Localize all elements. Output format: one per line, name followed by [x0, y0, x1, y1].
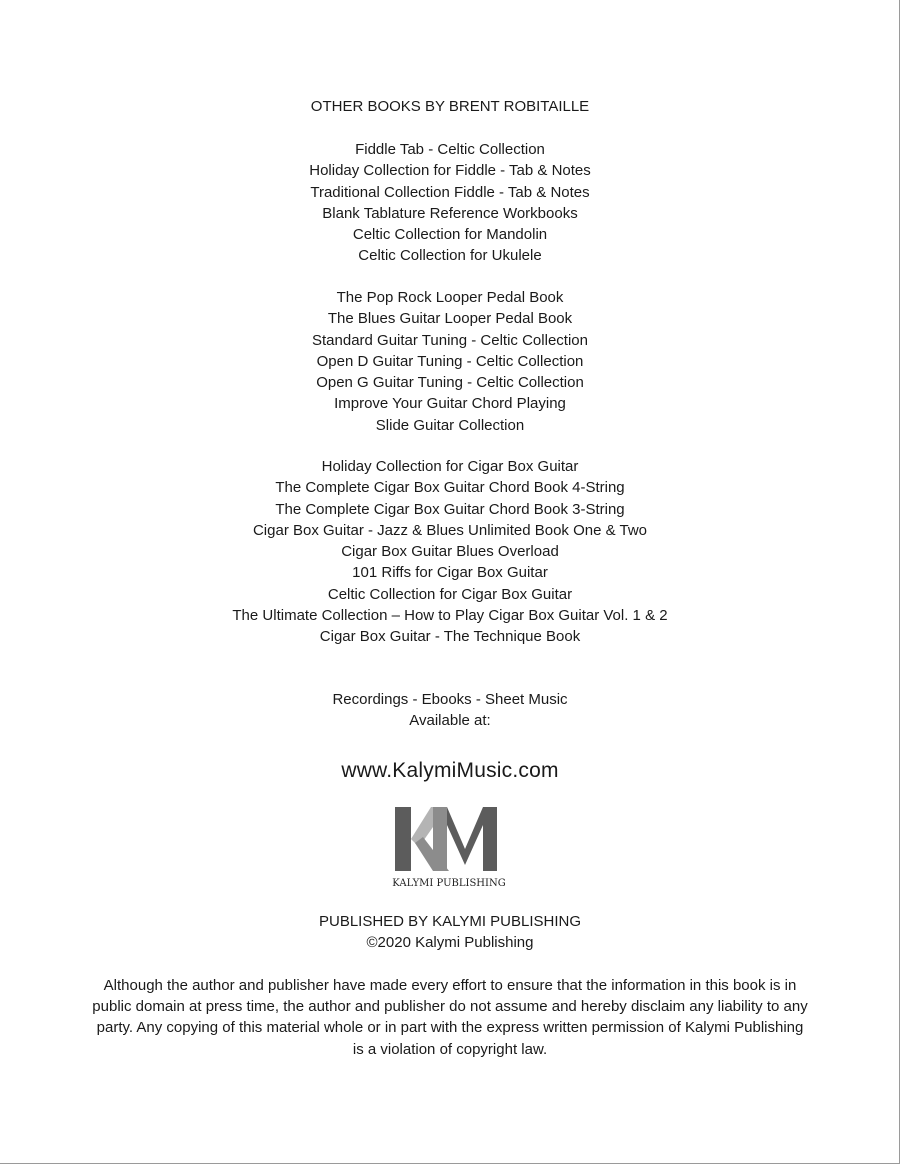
logo-m-center-v	[447, 807, 483, 865]
book-title: Fiddle Tab - Celtic Collection	[355, 141, 545, 158]
book-title: The Pop Rock Looper Pedal Book	[336, 289, 564, 306]
book-title: The Blues Guitar Looper Pedal Book	[327, 310, 573, 328]
book-list-guitar	[0, 287, 900, 436]
website-url[interactable]: www.KalymiMusic.com	[341, 759, 559, 782]
kalymi-publishing-logo	[389, 803, 509, 891]
book-list-fiddle-mandolin-ukulele	[0, 139, 900, 267]
book-title: Traditional Collection Fiddle - Tab & Notes	[310, 183, 590, 201]
book-title: Slide Guitar Collection	[375, 416, 525, 434]
book-title: Cigar Box Guitar Blues Overload	[341, 543, 559, 561]
km-logo-mark	[389, 803, 509, 891]
book-title: Blank Tablature Reference Workbooks	[322, 204, 578, 222]
availability-note	[0, 689, 900, 731]
book-title: The Ultimate Collection – How to Play Cigar Box Guitar Vol. 1 & 2	[232, 607, 668, 625]
book-title: Standard Guitar Tuning - Celtic Collection	[312, 331, 588, 349]
book-title: Celtic Collection for Cigar Box Guitar	[327, 585, 573, 603]
logo-k-stem	[395, 807, 411, 871]
copyright-notice: ©2020 Kalymi Publishing	[366, 934, 534, 951]
availability-label: Available at:	[409, 712, 491, 729]
logo-m-right-stem	[483, 807, 497, 871]
book-title: Open D Guitar Tuning - Celtic Collection	[316, 352, 584, 370]
legal-disclaimer: Although the author and publisher have made every effort to ensure that the information in this book is in public domain at press time, the author and publisher do not assume and hereby disclaim any liability to any party. Any copying of this material whole or in part with the express written permission of Kalymi Publishing is a violation of copyright law.	[92, 977, 808, 1058]
book-title: 101 Riffs for Cigar Box Guitar	[352, 564, 548, 582]
book-title: Celtic Collection for Ukulele	[358, 247, 542, 265]
book-title: The Complete Cigar Box Guitar Chord Book 3-String	[275, 500, 625, 518]
publisher-name: PUBLISHED BY KALYMI PUBLISHING	[318, 913, 582, 930]
book-title: Cigar Box Guitar - Jazz & Blues Unlimited Book One & Two	[252, 521, 648, 539]
book-title: The Complete Cigar Box Guitar Chord Book 4-String	[275, 479, 625, 497]
book-list-cigar-box-guitar	[0, 456, 900, 648]
book-title: Holiday Collection for Cigar Box Guitar	[321, 458, 579, 475]
availability-formats: Recordings - Ebooks - Sheet Music	[332, 691, 568, 708]
book-title: Celtic Collection for Mandolin	[352, 226, 548, 244]
book-title: Open G Guitar Tuning - Celtic Collection	[316, 374, 584, 392]
book-title: Cigar Box Guitar - The Technique Book	[319, 628, 581, 646]
book-title: Holiday Collection for Fiddle - Tab & Notes	[309, 162, 591, 180]
logo-m-left-stem	[433, 807, 447, 871]
logo-caption: KALYMI PUBLISHING	[392, 878, 506, 889]
page-heading: OTHER BOOKS BY BRENT ROBITAILLE	[310, 98, 590, 115]
publisher-block	[0, 911, 900, 953]
book-title: Improve Your Guitar Chord Playing	[334, 395, 566, 413]
